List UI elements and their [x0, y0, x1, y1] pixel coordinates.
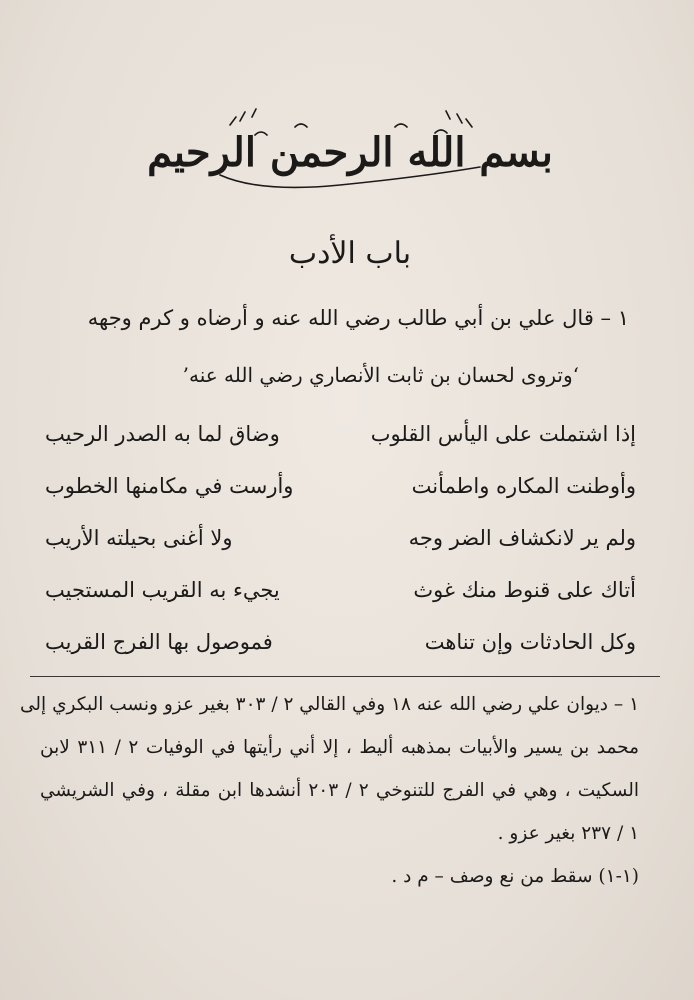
- verse-first-hemistich: إذا اشتملت على اليأس القلوب: [370, 422, 636, 446]
- verse: [45, 474, 636, 526]
- verse: [45, 422, 636, 474]
- verse-first-hemistich: وكل الحادثات وإن تناهت: [424, 630, 636, 654]
- verse: [45, 630, 636, 682]
- intro-line-2: ‘وتروى لحسان بن ثابت الأنصاري رضي الله عنه’: [182, 363, 579, 387]
- footnote-line: ١ / ٢٣٧ بغير عزو .: [497, 823, 639, 844]
- footnote-subnote: (١-١) سقط من نع وصف – م د .: [391, 866, 639, 887]
- verse: [45, 526, 636, 578]
- footnote-line: ١ – ديوان علي رضي الله عنه ١٨ وفي القالي ٢ / ٣٠٣ بغير عزو ونسب البكري إلى: [20, 694, 639, 715]
- verse-first-hemistich: وأوطنت المكاره واطمأنت: [411, 474, 636, 498]
- chapter-title: باب الأدب: [288, 236, 412, 271]
- verse: [45, 578, 636, 630]
- verse-second-hemistich: يجيء به القريب المستجيب: [45, 578, 280, 602]
- basmala-ornament: [147, 105, 553, 200]
- footnotes: [20, 694, 639, 909]
- footnote-line: محمد بن يسير والأبيات بمذهبه أليط ، إلا أني رأيتها في الوفيات ٢ / ٣١١ لابن: [40, 737, 639, 758]
- footnote-line: السكيت ، وهي في الفرج للتنوخي ٢ / ٢٠٣ أنشدها ابن مقلة ، وفي الشريشي: [40, 780, 639, 801]
- verse-second-hemistich: وضاق لما به الصدر الرحيب: [45, 422, 280, 446]
- verse-second-hemistich: ولا أغنى بحيلته الأريب: [45, 526, 233, 550]
- poem: [45, 422, 636, 682]
- intro-line-1: ١ – قال علي بن أبي طالب رضي الله عنه و أرضاه و كرم وجهه: [87, 306, 629, 330]
- verse-first-hemistich: أتاك على قنوط منك غوث: [413, 578, 636, 602]
- verse-second-hemistich: فموصول بها الفرج القريب: [45, 630, 273, 654]
- verse-second-hemistich: وأرست في مكامنها الخطوب: [45, 474, 294, 498]
- footnote-divider: [30, 676, 660, 677]
- basmala-text: بسم الله الرحمن الرحيم: [147, 129, 553, 176]
- verse-first-hemistich: ولم ير لانكشاف الضر وجه: [408, 526, 636, 550]
- calligraphy-flourish-icon: [200, 105, 500, 200]
